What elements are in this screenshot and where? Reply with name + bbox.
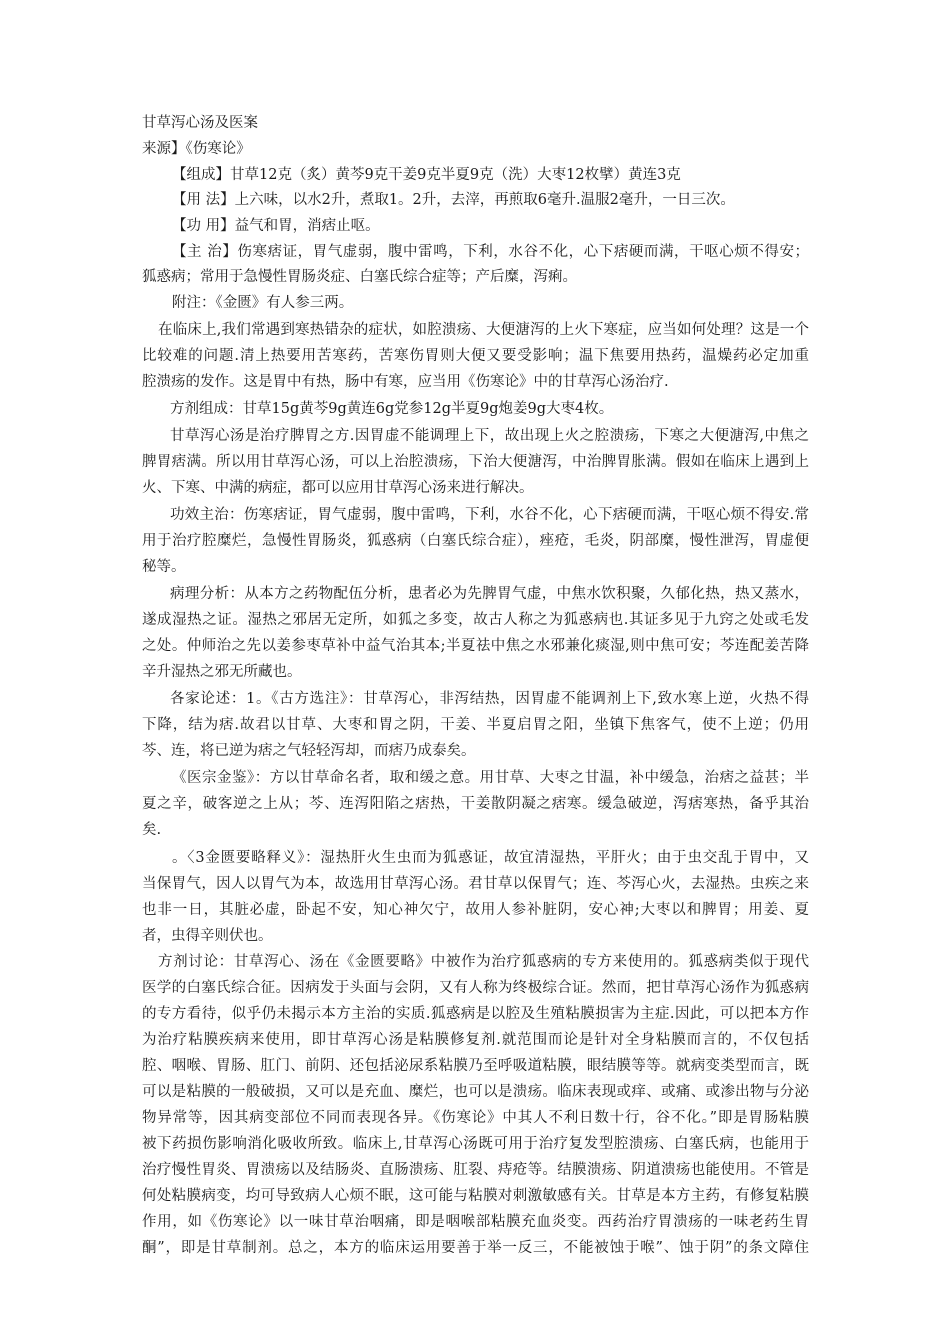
- usage-line: 【用 法】上六味，以水2升，煮取1。2升，去滓，再煎取6毫升.温服2毫升，一日三次。: [172, 192, 735, 208]
- paragraph-line: 功效主治：伤寒痞证，胃气虚弱，腹中雷鸣，下利，水谷不化，心下痞硬而满，干呕心烦不得安.常: [170, 507, 809, 523]
- paragraph-line: 脾胃痞满。所以用甘草泻心汤，可以上治腔溃疡，下治大便溏泻，中治脾胃胀满。假如在临床上遇到上: [142, 454, 809, 470]
- note-line: 附注：《金匮》有人参三两。: [172, 295, 354, 311]
- paragraph-line: 当保胃气，因人以胃气为本，故选用甘草泻心汤。君甘草以保胃气；连、芩泻心火，去湿热。虫疾之来: [142, 876, 809, 892]
- paragraph-line: 秘等。: [142, 559, 186, 575]
- paragraph-line: 各家论述：1。《古方选注》：甘草泻心，非泻结热，因胃虚不能调剂上下,致水寒上逆，火热不得: [170, 691, 809, 707]
- paragraph-line: 芩、连，将已逆为痞之气轻轻泻却，而痞乃成泰矣。: [142, 743, 476, 759]
- composition-line: 【组成】甘草12克（炙）黄芩9克干姜9克半夏9克（洗）大枣12枚擘）黄连3克: [172, 167, 681, 183]
- paragraph-line: 夏之辛，破客逆之上从；芩、连泻阳陷之痞热，干姜散阴凝之痞寒。缓急破逆，泻痞寒热，备乎其治: [142, 796, 809, 812]
- paragraph-line: 。〈3金匮要略释义》：湿热肝火生虫而为狐惑证，故宜清湿热，平肝火；由于虫交乱于胃中，又: [172, 850, 809, 866]
- paragraph-line: 被下药损伤影响消化吸收所致。临床上,甘草泻心汤既可用于治疗复发型腔溃疡、白塞氏病，也能用于: [142, 1136, 809, 1152]
- paragraph-line: 何处粘膜病变，均可导致病人心烦不眠，这可能与粘膜对刺激敏感有关。甘草是本方主药，有修复粘膜: [142, 1188, 809, 1204]
- paragraph-line: 方剂讨论：甘草泻心、汤在《金匮要略》中被作为治疗狐惑病的专方来使用的。狐惑病类似于现代: [158, 954, 809, 970]
- paragraph-line: 可以是粘膜的一般破损，又可以是充血、糜烂，也可以是溃疡。临床表现或痒、或痛、或渗出物与分泌: [142, 1084, 809, 1100]
- paragraph-line: 为治疗粘膜疾病来使用，即甘草泻心汤是粘膜修复剂.就范围而论是针对全身粘膜而言的，不仅包括: [142, 1032, 809, 1048]
- paragraph-line: 矣.: [142, 822, 162, 838]
- paragraph-line: 的专方看待，似乎仍未揭示本方主治的实质.狐惑病是以腔及生殖粘膜损害为主症.因此，可以把本方作: [142, 1006, 809, 1022]
- paragraph-line: 火、下寒、中满的病症，都可以应用甘草泻心汤来进行解决。: [142, 480, 534, 496]
- formula-line: 方剂组成：甘草15g黄芩9g黄连6g党参12g半夏9g炮姜9g大枣4枚。: [170, 401, 614, 417]
- paragraph-line: 腔溃疡的发作。这是胃中有热，肠中有寒，应当用《伤寒论》中的甘草泻心汤治疗.: [142, 374, 669, 390]
- indication-line: 【主 治】伤寒痞证，胃气虚弱，腹中雷鸣，下利，水谷不化，心下痞硬而满，干呕心烦不得安；: [172, 244, 809, 260]
- paragraph-line: 之处。仲师治之先以姜参枣草补中益气治其本;半夏祛中焦之水邪兼化痰湿,则中焦可安；芩连配姜苦降: [142, 638, 809, 654]
- paragraph-line: 者，虫得辛则伏也。: [142, 928, 273, 944]
- function-line: 【功 用】益气和胃，消痞止呕。: [172, 218, 380, 234]
- paragraph-line: 医学的白塞氏综合征。因病发于头面与会阴，又有人称为终极综合证。然而，把甘草泻心汤作为狐惑病: [142, 980, 809, 996]
- paragraph-line: 腔、咽喉、胃肠、肛门、前阴、还包括泌尿系粘膜乃至呼吸道粘膜，眼结膜等等。就病变类型而言，既: [142, 1058, 809, 1074]
- paragraph-line: 病理分析：从本方之药物配伍分析，患者必为先脾胃气虚，中焦水饮积聚，久郁化热，热又蒸水，: [170, 586, 809, 602]
- paragraph-line: 物异常等，因其病变部位不同而表现各异。《伤寒论》中其人不利日数十行，谷不化。”即是胃肠粘膜: [142, 1110, 809, 1126]
- paragraph-line: 遂成湿热之证。湿热之邪居无定所，如狐之多变，故古人称之为狐惑病也.其证多见于九窍之处或毛发: [142, 612, 809, 628]
- source-line: 来源】《伤寒论》: [142, 141, 251, 157]
- indication-line: 狐惑病；常用于急慢性胃肠炎症、白塞氏综合症等；产后糜，泻痢。: [142, 269, 577, 285]
- paragraph-line: 甘草泻心汤是治疗脾胃之方.因胃虚不能调理上下，故出现上火之腔溃疡，下寒之大便溏泻,中焦之: [170, 428, 809, 444]
- paragraph-line: 酮”，即是甘草制剂。总之，本方的临床运用要善于举一反三，不能被蚀于喉”、蚀于阴”的条文障住: [142, 1240, 809, 1256]
- paragraph-line: 用于治疗腔糜烂，急慢性胃肠炎，狐惑病（白塞氏综合症），痤疮，毛炎，阴部糜，慢性泄泻，胃虚便: [142, 533, 809, 549]
- paragraph-line: 《医宗金鉴》：方以甘草命名者，取和缓之意。用甘草、大枣之甘温，补中缓急，治痞之益甚；半: [172, 770, 809, 786]
- paragraph-line: 也非一日，其脏必虚，卧起不安，知心神欠宁，故用人参补脏阴，安心神;大枣以和脾胃；用姜、夏: [142, 902, 809, 918]
- document-title: 甘草泻心汤及医案: [142, 115, 258, 131]
- paragraph-line: 治疗慢性胃炎、胃溃疡以及结肠炎、直肠溃疡、肛裂、痔疮等。结膜溃疡、阴道溃疡也能使用。不管是: [142, 1162, 809, 1178]
- paragraph-line: 辛升湿热之邪无所藏也。: [142, 664, 302, 680]
- paragraph-line: 下降，结为痞.故君以甘草、大枣和胃之阴，干姜、半夏启胃之阳，坐镇下焦客气，使不上逆；仍用: [142, 717, 809, 733]
- paragraph-line: 在临床上,我们常遇到寒热错杂的症状，如腔溃疡、大便溏泻的上火下寒症，应当如何处理？这是一个: [158, 322, 809, 338]
- paragraph-line: 作用，如《伤寒论》以一味甘草治咽痛，即是咽喉部粘膜充血炎变。西药治疗胃溃疡的一味老药生胃: [142, 1214, 809, 1230]
- paragraph-line: 比较难的问题.清上热要用苦寒药，苦寒伤胃则大便又要受影响；温下焦要用热药，温燥药必定加重: [142, 348, 809, 364]
